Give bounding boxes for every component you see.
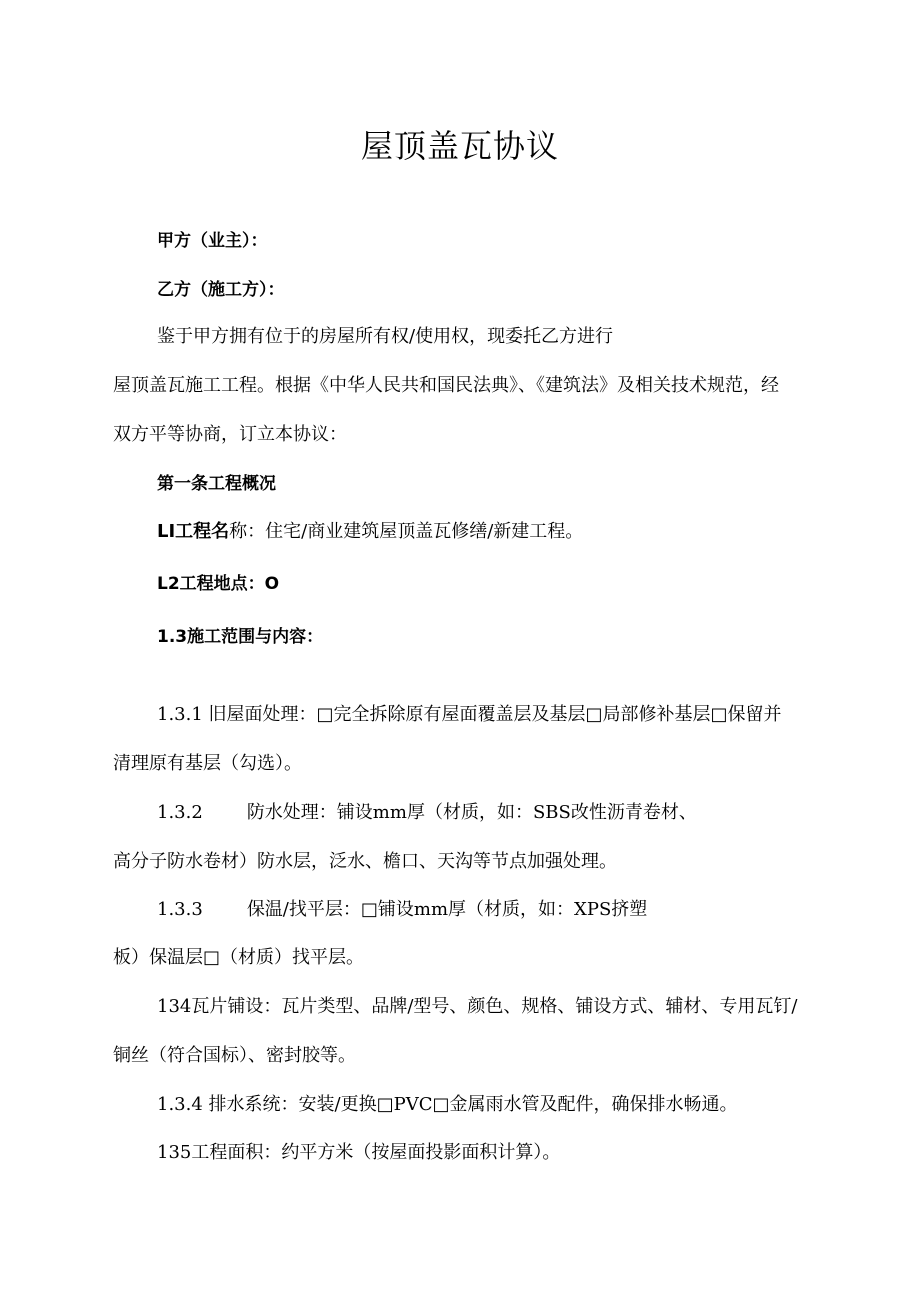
item-1-3-2-number: 1.3.2 xyxy=(157,802,203,823)
intro-paragraph-line-3: 双方平等协商，订立本协议： xyxy=(113,424,347,445)
party-a-label: 甲方（业主）： xyxy=(157,231,268,251)
article-1-heading: 第一条工程概况 xyxy=(157,474,276,494)
intro-paragraph-line-2: 屋顶盖瓦施工工程。根据《中华人民共和国民法典》、《建筑法》及相关技术规范，经 xyxy=(113,375,779,396)
party-b-label: 乙方（施工方）： xyxy=(157,280,285,300)
item-1-3-2-line-2: 高分子防水卷材）防水层，泛水、檐口、天沟等节点加强处理。 xyxy=(113,851,617,872)
item-1-1 xyxy=(157,519,583,545)
item-1-3-4: 1.3.4 排水系统：安装/更换□PVC□金属雨水管及配件，确保排水畅通。 xyxy=(157,1094,738,1115)
item-1-3-3-line-2: 板）保温层□（材质）找平层。 xyxy=(113,947,365,968)
item-1-3-2-text: 防水处理：铺设mm厚（材质，如：SBS改性沥青卷材、 xyxy=(246,802,697,823)
item-1-2: L2工程地点：O xyxy=(157,574,280,594)
item-1-3-heading: 1.3施工范围与内容： xyxy=(157,627,324,647)
item-1-3-1-line-2: 清理原有基层（勾选）。 xyxy=(113,753,302,774)
intro-paragraph-line-1: 鉴于甲方拥有位于的房屋所有权/使用权，现委托乙方进行 xyxy=(157,326,614,347)
item-1-3-3-text: 保温/找平层：□铺设mm厚（材质，如：XPS挤塑 xyxy=(246,899,648,920)
item-1-3-2-line-1 xyxy=(157,800,697,826)
item-1-3-3-line-1 xyxy=(157,897,647,923)
item-1-3-3-number: 1.3.3 xyxy=(157,899,203,920)
item-134-line-1: 134瓦片铺设：瓦片类型、品牌/型号、颜色、规格、铺设方式、辅材、专用瓦钉/ xyxy=(157,996,798,1017)
document-title: 屋顶盖瓦协议 xyxy=(360,127,559,165)
item-135: 135工程面积：约平方米（按屋面投影面积计算）。 xyxy=(157,1142,561,1163)
item-1-1-label: LI工程名 xyxy=(157,521,230,542)
item-1-1-text: 称：住宅/商业建筑屋顶盖瓦修缮/新建工程。 xyxy=(229,521,584,542)
item-134-line-2: 铜丝（符合国标）、密封胶等。 xyxy=(113,1045,356,1066)
item-1-3-1-line-1: 1.3.1 旧屋面处理：□完全拆除原有屋面覆盖层及基层□局部修补基层□保留并 xyxy=(157,704,782,725)
